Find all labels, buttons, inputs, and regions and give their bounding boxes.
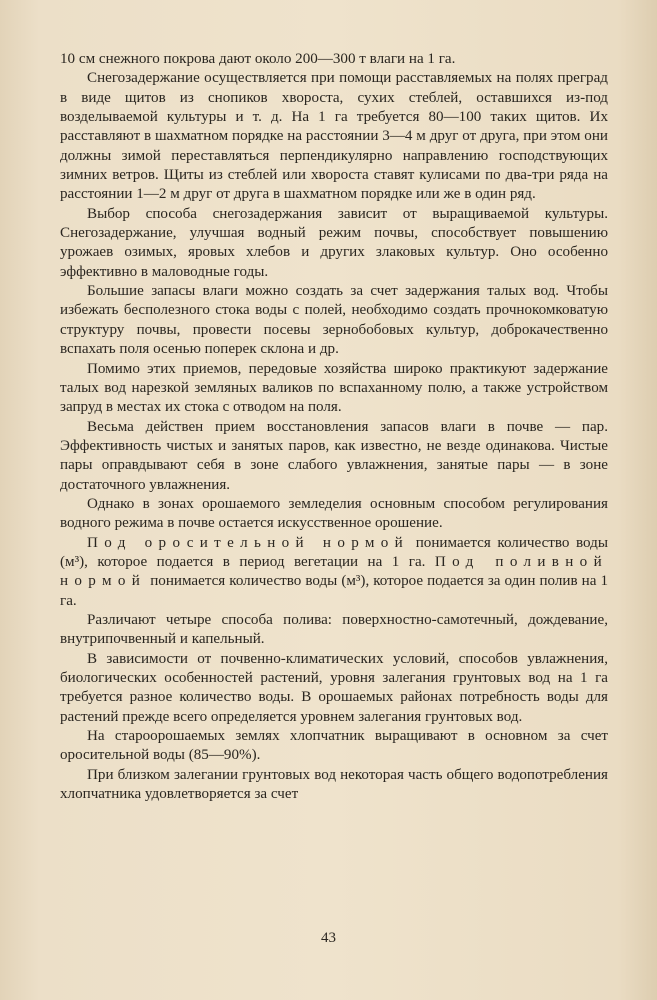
paragraph-text: понимается количество воды (м³), которое подается за один полив на 1 га. xyxy=(60,573,608,609)
term-spaced: Под поливной нормой xyxy=(60,553,608,590)
paragraph: Снегозадержание осуществляется при помощи расставляемых на полях преград в виде щитов из снопиков хвороста, сухих стеблей, оставшихся из-под возделываемой культуры и т. д. На 1 га требуется 80—100 таких щитов. Их расставляют в шахматном порядке на расстоянии 3—4 м друг от друга, при этом они должны зимой переставляться перпендикулярно направлению господствующих зимних ветров. Щиты из стеблей или хвороста ставят кулисами по два-три ряда на расстоянии 1—2 м друг от друга в шахматном порядке или же в один ряд. xyxy=(60,70,608,203)
paragraph: Помимо этих приемов, передовые хозяйства широко практикуют задержание талых вод нарезкой земляных валиков по вспаханному полю, а также устройством запруд в местах их стока с отводом на поля. xyxy=(60,360,608,416)
paragraph: Различают четыре способа полива: поверхностно-самотечный, дождевание, внутрипочвенный и капельный. xyxy=(60,611,608,648)
paragraph: На староорошаемых землях хлопчатник выращивают в основном за счет оросительной воды (85—90%). xyxy=(60,728,608,764)
paragraph xyxy=(60,534,608,611)
paragraph: Большие запасы влаги можно создать за счет задержания талых вод. Чтобы избежать бесполезного стока воды с полей, необходимо создать прочнокомковатую структуру почвы, провести посевы зернобобовых культур, доброкачественно вспахать поля осенью поперек склона и др. xyxy=(60,283,608,358)
paragraph-text: понимается количество воды (м³), которое подается в период вегетации на 1 га. xyxy=(60,534,608,570)
page-number: 43 xyxy=(321,930,336,946)
paragraph: Однако в зонах орошаемого земледелия основным способом регулирования водного режима в почве остается искусственное орошение. xyxy=(60,495,608,532)
paragraph: 10 см снежного покрова дают около 200—300 т влаги на 1 га. xyxy=(60,51,456,67)
term-spaced: Под оросительной нормой xyxy=(87,534,410,551)
body-text xyxy=(60,50,608,804)
paragraph: В зависимости от почвенно-климатических условий, способов увлажнения, биологических особенностей растений, уровня залегания грунтовых вод на 1 га требуется разное количество воды. В орошаемых районах потребность воды для растений прежде всего определяется уровнем залегания грунтовых вод. xyxy=(60,650,608,725)
paragraph: Выбор способа снегозадержания зависит от выращиваемой культуры. Снегозадержание, улучшая водный режим почвы, способствует повышению урожаев озимых, яровых хлебов и других злаковых культур. Оно особенно эффективно в маловодные годы. xyxy=(60,205,608,280)
paragraph: Весьма действен прием восстановления запасов влаги в почве — пар. Эффективность чистых и занятых паров, как известно, не везде одинакова. Чистые пары оправдывают себя в зоне слабого увлажнения, занятые пары — в зоне достаточного увлажнения. xyxy=(60,418,608,493)
paragraph: При близком залегании грунтовых вод некоторая часть общего водопотребления хлопчатника удовлетворяется за счет xyxy=(60,766,608,803)
